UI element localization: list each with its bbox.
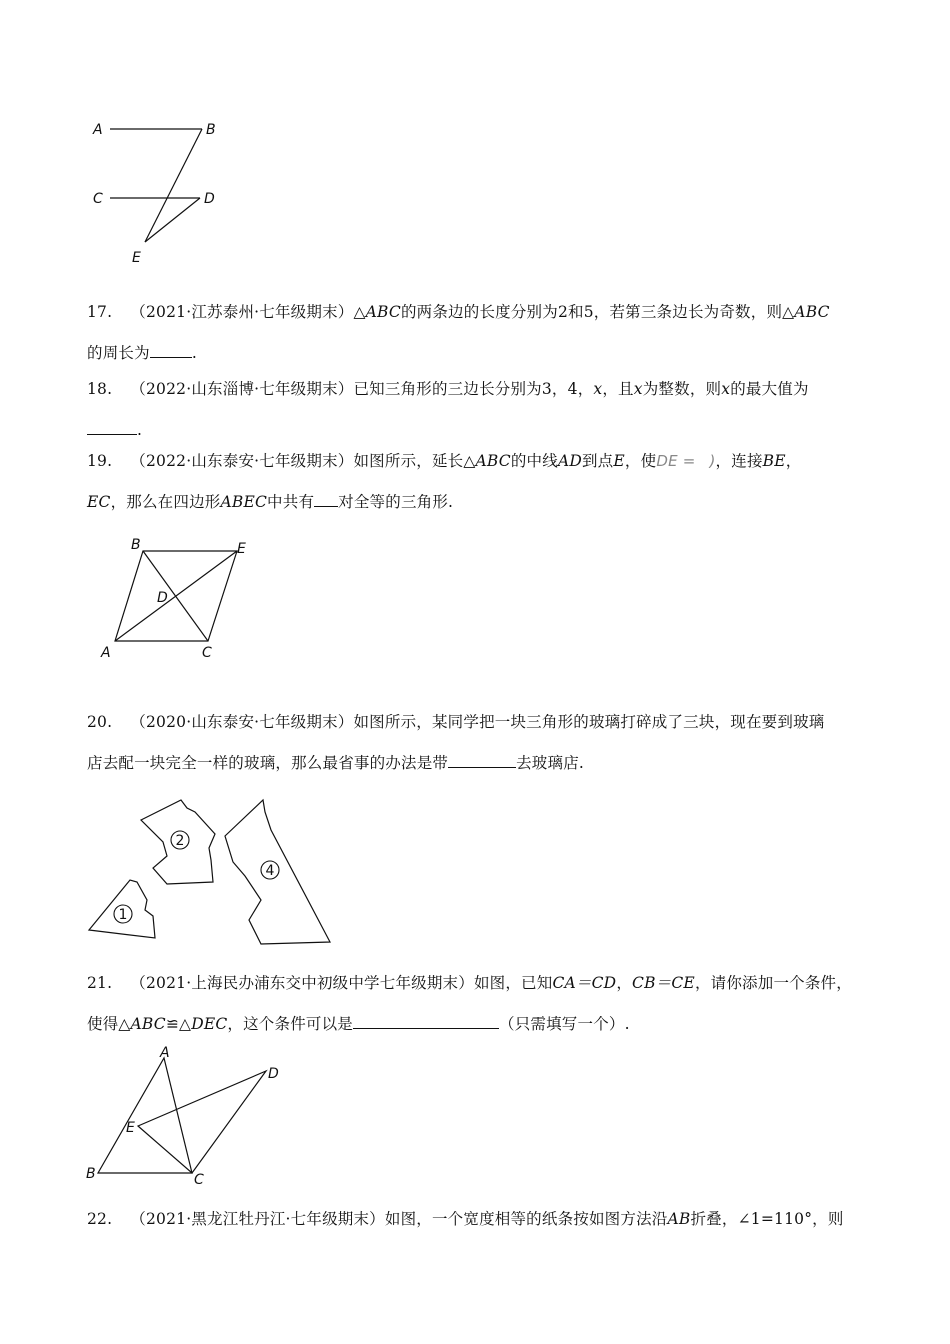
math-x: x [721, 380, 731, 398]
label-a: A [160, 1046, 170, 1061]
figure-q21 [82, 1046, 292, 1186]
figure-q19 [95, 535, 265, 665]
question-source: （2022·山东淄博·七年级期末） [130, 380, 354, 398]
math-e: E [613, 452, 625, 470]
question-text: △ [353, 303, 366, 321]
question-text: ， [616, 974, 633, 992]
triangle-abc [98, 1058, 192, 1173]
piece-label-1: 1 [118, 907, 128, 923]
answer-blank[interactable] [314, 492, 338, 507]
math-abc: ABC [365, 303, 401, 321]
label-d: D [157, 590, 168, 606]
answer-blank[interactable] [353, 1014, 499, 1029]
answer-blank[interactable] [87, 420, 137, 435]
question-text: ，这个条件可以是 [227, 1015, 353, 1033]
question-20 [87, 713, 867, 772]
label-a: A [93, 122, 103, 138]
math-abec: ABEC [220, 493, 268, 511]
question-text: 的中线 [510, 452, 558, 470]
question-source: （2022·山东泰安·七年级期末） [130, 452, 354, 470]
question-text: ，连接 [715, 452, 763, 470]
math-x: x [593, 380, 603, 398]
math-abc: ABC [475, 452, 511, 470]
question-text: ， [785, 452, 802, 470]
question-text: 中共有 [267, 493, 315, 511]
question-number: 20. [87, 713, 113, 731]
piece-label-4: 4 [265, 863, 275, 879]
label-e: E [126, 1120, 135, 1136]
question-21 [87, 974, 867, 1033]
math-dec: DEC [191, 1015, 228, 1033]
question-text: 如图，已知 [473, 974, 553, 992]
question-text: 为整数，则 [642, 380, 722, 398]
math-de-equals: DE = [656, 452, 696, 470]
question-text: . [191, 344, 197, 362]
math-ad: AD [557, 452, 582, 470]
label-b: B [131, 537, 141, 553]
question-number: 21. [87, 974, 113, 992]
label-d: D [268, 1066, 279, 1082]
math-x: x [633, 380, 643, 398]
question-text: 折叠，∠1=110°，则 [690, 1210, 844, 1228]
question-text: ，请你添加一个条件， [694, 974, 852, 992]
question-number: 22. [87, 1210, 113, 1228]
math-ca-eq-cd: CA＝CD [552, 974, 617, 992]
label-b: B [206, 122, 216, 138]
diagonal-bc [143, 551, 208, 641]
math-ab: AB [667, 1210, 691, 1228]
question-text: 店去配一块完全一样的玻璃，那么最省事的办法是带 [87, 754, 449, 772]
question-18 [87, 380, 867, 439]
label-b: B [86, 1166, 96, 1182]
math-abc: ABC [130, 1015, 166, 1033]
question-19 [87, 452, 867, 511]
question-text: 如图所示，延长△ [353, 452, 476, 470]
question-text: （只需填写一个）. [499, 1015, 630, 1033]
triangle-dec [138, 1071, 266, 1173]
question-number: 18. [87, 380, 113, 398]
question-text: . [137, 421, 143, 439]
figure-q16 [88, 112, 228, 272]
label-a: A [101, 645, 111, 661]
question-17 [87, 303, 867, 362]
question-number: 19. [87, 452, 113, 470]
math-cb-eq-ce: CB＝CE [632, 974, 695, 992]
label-e: E [237, 541, 246, 557]
piece-label-2: 2 [175, 833, 185, 849]
label-c: C [202, 645, 212, 661]
label-e: E [132, 250, 141, 266]
math-ec: EC [87, 493, 111, 511]
question-text: ≌△ [165, 1015, 192, 1033]
segment-de [145, 198, 200, 242]
question-text: 已知三角形的三边长分别为3，4， [353, 380, 594, 398]
question-source: （2021·江苏泰州·七年级期末） [130, 303, 354, 321]
question-22 [87, 1210, 867, 1229]
question-text: 到点 [581, 452, 614, 470]
question-source: （2021·上海民办浦东交中初级中学七年级期末） [130, 974, 474, 992]
question-text: 如图，一个宽度相等的纸条按如图方法沿 [384, 1210, 668, 1228]
math-be: BE [762, 452, 786, 470]
question-text: 的两条边的长度分别为2和5，若第三条边长为奇数，则△ [400, 303, 795, 321]
question-source: （2020·山东泰安·七年级期末） [130, 713, 354, 731]
answer-blank[interactable] [150, 343, 192, 358]
question-text: ，且 [602, 380, 634, 398]
figure-q20 [85, 790, 335, 950]
question-source: （2021·黑龙江牡丹江·七年级期末） [130, 1210, 385, 1228]
segment-be [145, 129, 202, 242]
label-c: C [194, 1172, 204, 1186]
answer-blank[interactable] [448, 753, 516, 768]
math-de-close: ) [709, 452, 716, 470]
label-c: C [93, 191, 103, 207]
question-text: 使得△ [87, 1015, 131, 1033]
question-text: 的周长为 [87, 344, 150, 362]
question-text: ，使 [624, 452, 657, 470]
question-text: 如图所示，某同学把一块三角形的玻璃打碎成了三块，现在要到玻璃 [353, 713, 825, 731]
question-number: 17. [87, 303, 113, 321]
question-text: ，那么在四边形 [110, 493, 221, 511]
math-abc: ABC [794, 303, 830, 321]
label-d: D [204, 191, 215, 207]
question-text: 去玻璃店. [516, 754, 585, 772]
question-text: 对全等的三角形. [338, 493, 454, 511]
question-text: 的最大值为 [730, 380, 809, 398]
